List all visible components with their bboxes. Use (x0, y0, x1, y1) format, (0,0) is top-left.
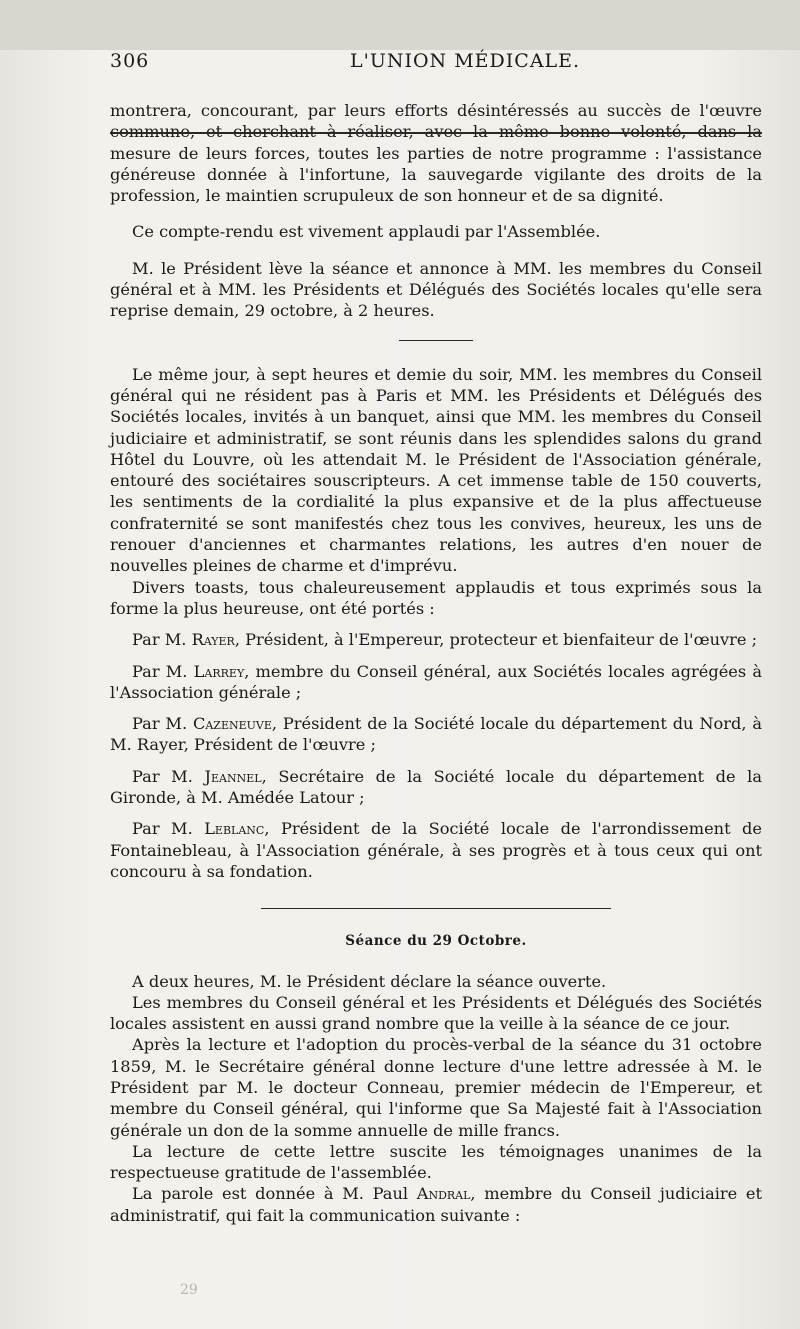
paragraph-banquet: Le même jour, à sept heures et demie du soir, MM. les membres du Conseil général qui ne résident pas à Paris et MM. les Présidents et Délégués des Sociétés locales, invités à un banquet, ainsi que MM. les membres du Conseil judiciaire et administratif, se sont réunis dans les splendides salons du grand Hôtel du Louvre, où les attendait M. le Président de l'Association générale, entouré des sociétaires souscripteurs. A cet immense table de 150 couverts, les sentiments de la cordialité la plus expansive et de la plus affectueuse confraternité se sont manifestés chez tous les convives, heureux, les uns de renouer d'anciennes et charmantes relations, les autres d'en nouer de nouvelles pleines de charme et d'imprévu. (110, 364, 762, 576)
toast-item: Par M. Cazeneuve, Président de la Société locale du département du Nord, à M. Rayer, Président de l'œuvre ; (110, 714, 762, 755)
paragraph-applause: Ce compte-rendu est vivement applaudi par l'Assemblée. (132, 222, 601, 242)
paragraph-attendance: Les membres du Conseil général et les Présidents et Délégués des Sociétés locales assistent en aussi grand nombre que la veille à la séance de ce jour. (110, 992, 762, 1034)
page-number: 306 (110, 50, 150, 72)
paragraph-toasts-intro: Divers toasts, tous chaleureusement applaudis et tous exprimés sous la forme la plus heureuse, ont été portés : (110, 577, 762, 618)
toast-item: Par M. Larrey, membre du Conseil général, aux Sociétés locales agrégées à l'Association générale ; (110, 661, 762, 702)
page-header (110, 50, 762, 90)
header-rule (110, 132, 762, 134)
toast-item: Par M. Rayer, Président, à l'Empereur, protecteur et bienfaiteur de l'œuvre ; (132, 630, 758, 650)
toast-speaker: Leblanc (204, 819, 265, 839)
toast-speaker: Cazeneuve (192, 714, 272, 734)
paragraph-continuation: montrera, concourant, par leurs efforts désintéressés au succès de l'œuvre commune, et cherchant à réaliser, avec la même bonne volonté, dans la mesure de leurs forces, toutes les parties de notre programme : l'assistance généreuse donnée à l'infortune, la sauvegarde vigilante des droits de la profession, le maintien scrupuleux de son honneur et de sa dignité. (110, 101, 762, 206)
body-text (110, 100, 762, 1226)
paragraph-letter: Après la lecture et l'adoption du procès-verbal de la séance du 31 octobre 1859, M. le Secrétaire général donne lecture d'une lettre adressée à M. le Président par M. le docteur Conneau, premier médecin de l'Empereur, et membre du Conseil général, qui l'informe que Sa Majesté fait à l'Association générale un don de la somme annuelle de mille francs. (110, 1035, 762, 1140)
toast-speaker: Rayer (191, 630, 235, 650)
toast-item: Par M. Leblanc, Président de la Société locale de l'arrondissement de Fontainebleau, à l'Association générale, à ses progrès et à tous ceux qui ont concouru à sa fondation. (110, 819, 762, 881)
footer-mark: 29 (180, 1282, 198, 1298)
toast-speaker: Jeannel (204, 766, 262, 786)
session-heading: Séance du 29 Octobre. (345, 933, 527, 950)
toast-speaker: Larrey (193, 661, 245, 681)
toast-item: Par M. Jeannel, Secrétaire de la Société locale du département de la Gironde, à M. Amédée Latour ; (110, 766, 762, 808)
paragraph-andral: La parole est donnée à M. Paul Andral, membre du Conseil judiciaire et administratif, qui fait la communication suivante : (110, 1184, 762, 1225)
paragraph-session-open: A deux heures, M. le Président déclare la séance ouverte. (132, 971, 607, 991)
paragraph-adjournment: M. le Président lève la séance et annonce à MM. les membres du Conseil général et à MM. les Présidents et Délégués des Sociétés locales qu'elle sera reprise demain, 29 octobre, à 2 heures. (110, 258, 762, 321)
speaker-name: Andral (416, 1184, 471, 1204)
document-page (0, 50, 800, 1329)
section-divider (399, 340, 473, 341)
section-divider (261, 908, 611, 909)
running-title: L'UNION MÉDICALE. (350, 50, 581, 72)
paragraph-gratitude: La lecture de cette lettre suscite les témoignages unanimes de la respectueuse gratitude de l'assemblée. (110, 1141, 762, 1183)
